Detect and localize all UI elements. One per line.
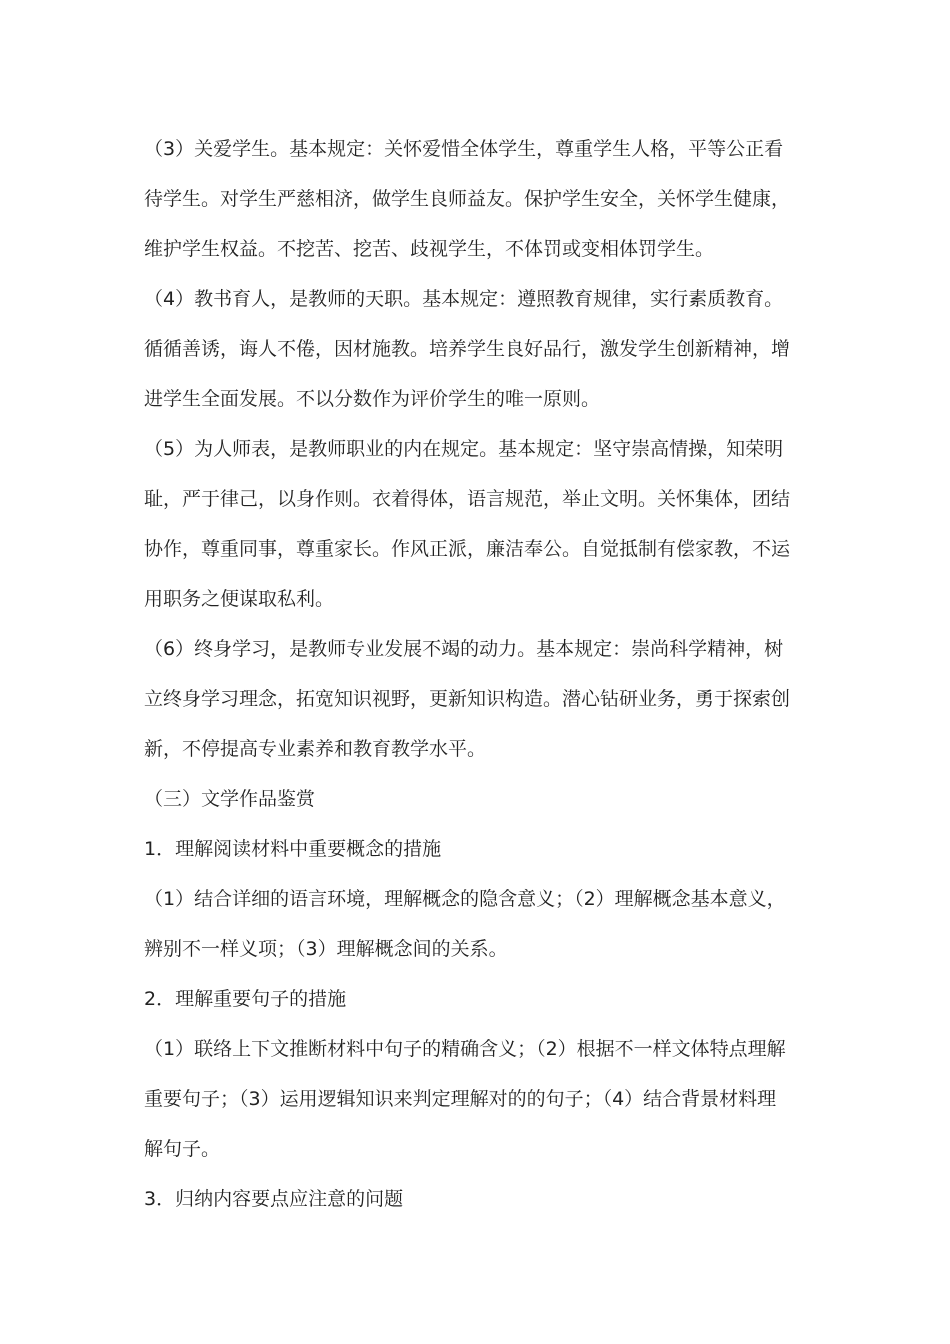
text-line: 立终身学习理念，拓宽知识视野，更新知识构造。潜心钻研业务，勇于探索创 — [144, 688, 791, 710]
text-line: 重要句子；（3）运用逻辑知识来判定理解对的的句子；（4）结合背景材料理 — [144, 1088, 777, 1110]
subsection-heading: 1．理解阅读材料中重要概念的措施 — [144, 838, 442, 860]
text-line: 维护学生权益。不挖苦、挖苦、歧视学生，不体罚或变相体罚学生。 — [144, 238, 715, 260]
text-line: （1）结合详细的语言环境，理解概念的隐含意义；（2）理解概念基本意义， — [144, 888, 786, 910]
text-line: 进学生全面发展。不以分数作为评价学生的唯一原则。 — [144, 388, 601, 410]
text-line: 协作，尊重同事，尊重家长。作风正派，廉洁奉公。自觉抵制有偿家教，不运 — [144, 538, 791, 560]
document-body — [144, 124, 808, 1224]
text-line: 辨别不一样义项；（3）理解概念间的关系。 — [144, 938, 508, 960]
text-line: （5）为人师表，是教师职业的内在规定。基本规定：坚守崇高情操，知荣明 — [144, 438, 784, 460]
text-line: （1）联络上下文推断材料中句子的精确含义；（2）根据不一样文体特点理解 — [144, 1038, 786, 1060]
text-line: 解句子。 — [144, 1138, 221, 1160]
text-line: （4）教书育人，是教师的天职。基本规定：遵照教育规律，实行素质教育。 — [144, 288, 784, 310]
text-line: 循循善诱，诲人不倦，因材施教。培养学生良好品行，激发学生创新精神，增 — [144, 338, 791, 360]
subsection-heading: 2．理解重要句子的措施 — [144, 988, 347, 1010]
text-line: 待学生。对学生严慈相济，做学生良师益友。保护学生安全，关怀学生健康， — [144, 188, 791, 210]
section-heading: （三）文学作品鉴赏 — [144, 788, 316, 810]
text-line: 用职务之便谋取私利。 — [144, 588, 335, 610]
subsection-heading: 3．归纳内容要点应注意的问题 — [144, 1188, 404, 1210]
text-line: 耻，严于律己，以身作则。衣着得体，语言规范，举止文明。关怀集体，团结 — [144, 488, 791, 510]
text-line: 新，不停提高专业素养和教育教学水平。 — [144, 738, 487, 760]
text-line: （3）关爱学生。基本规定：关怀爱惜全体学生，尊重学生人格，平等公正看 — [144, 138, 784, 160]
text-line: （6）终身学习，是教师专业发展不竭的动力。基本规定：崇尚科学精神，树 — [144, 638, 784, 660]
